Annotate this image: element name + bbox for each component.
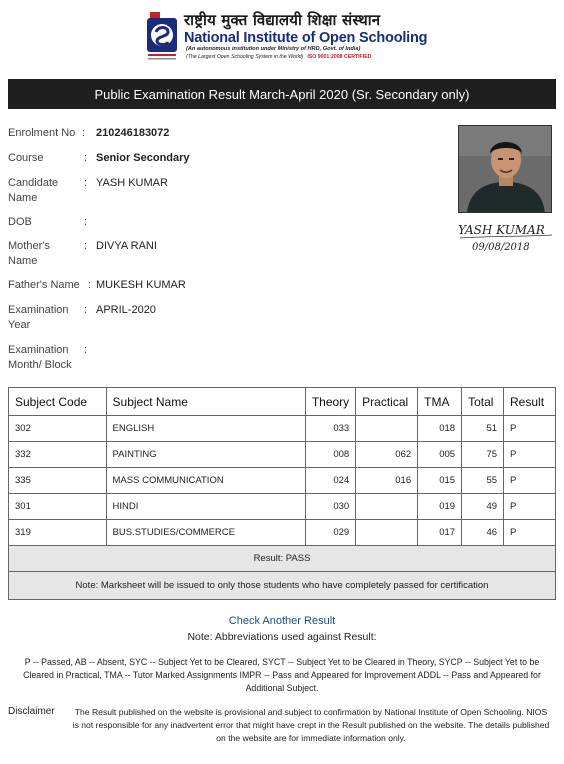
hindi-title: राष्ट्रीय मुक्त विद्यालयी शिक्षा संस्थान	[184, 11, 381, 29]
col-practical: Practical	[356, 388, 418, 416]
marksheet-note-row	[9, 572, 556, 600]
col-tma: TMA	[418, 388, 462, 416]
table-row: 301 HINDI 030 019 49 P	[9, 494, 556, 520]
col-theory: Theory	[305, 388, 355, 416]
signature-name: YASH KUMAR	[458, 223, 545, 237]
col-result: Result	[504, 388, 556, 416]
candidate-photo	[458, 125, 552, 213]
marksheet-note: Note: Marksheet will be issued to only those students who have completely passed for certification	[9, 572, 556, 600]
signature-date: 09/08/2018	[472, 242, 530, 253]
disclaimer-text: The Result published on the website is provisional and subject to confirmation by National Institute of Open Schooling. NIOS is not responsible for any inadvertent error that might have crept in the Result published on the website. The details published on the website are for immediate information only.	[72, 707, 550, 743]
table-header-row	[9, 388, 556, 416]
nios-logo-icon	[146, 10, 180, 62]
signature	[456, 218, 560, 258]
table-row: 332 PAINTING 008 062 005 75 P	[9, 442, 556, 468]
org-subtitle: (An autonomous institution under Ministry of HRD, Govt. of India)	[186, 46, 361, 52]
check-another-result-link[interactable]: Check Another Result	[228, 615, 336, 627]
col-subject-name: Subject Name	[106, 388, 305, 416]
abbreviations-text: P -- Passed, AB -- Absent, SYC -- Subject Yet to be Cleared, SYCT -- Subject Yet to be Cleared in Theory, SYCP -- Subject Yet to be Cleared in Practical, TMA -- Tutor Marked Assignments IMPR -- Pass and Appeared for Improvement ADDL -- Pass and Appeared for Additional Subject.	[23, 657, 541, 693]
result-summary-row	[9, 546, 556, 572]
col-total: Total	[462, 388, 504, 416]
abbreviations-title: Note: Abbreviations used against Result:	[187, 631, 377, 643]
table-row: 319 BUS.STUDIES/COMMERCE 029 017 46 P	[9, 520, 556, 546]
iso-badge: ISO 9001:2008 CERTIFIED	[307, 54, 372, 60]
col-subject-code: Subject Code	[9, 388, 107, 416]
disclaimer-label: Disclaimer	[8, 706, 55, 717]
table-row: 335 MASS COMMUNICATION 024 016 015 55 P	[9, 468, 556, 494]
result-title: Public Examination Result March-April 2020 (Sr. Secondary only)	[8, 79, 556, 109]
result-summary: Result: PASS	[9, 546, 556, 572]
person-photo-icon	[459, 126, 552, 213]
marks-table	[8, 387, 556, 600]
header	[0, 0, 564, 76]
org-tagline: (The Largest Open Schooling System in the World) ISO 9001:2008 CERTIFIED	[186, 54, 372, 60]
org-name: National Institute of Open Schooling	[184, 30, 428, 46]
table-row: 302 ENGLISH 033 018 51 P	[9, 416, 556, 442]
